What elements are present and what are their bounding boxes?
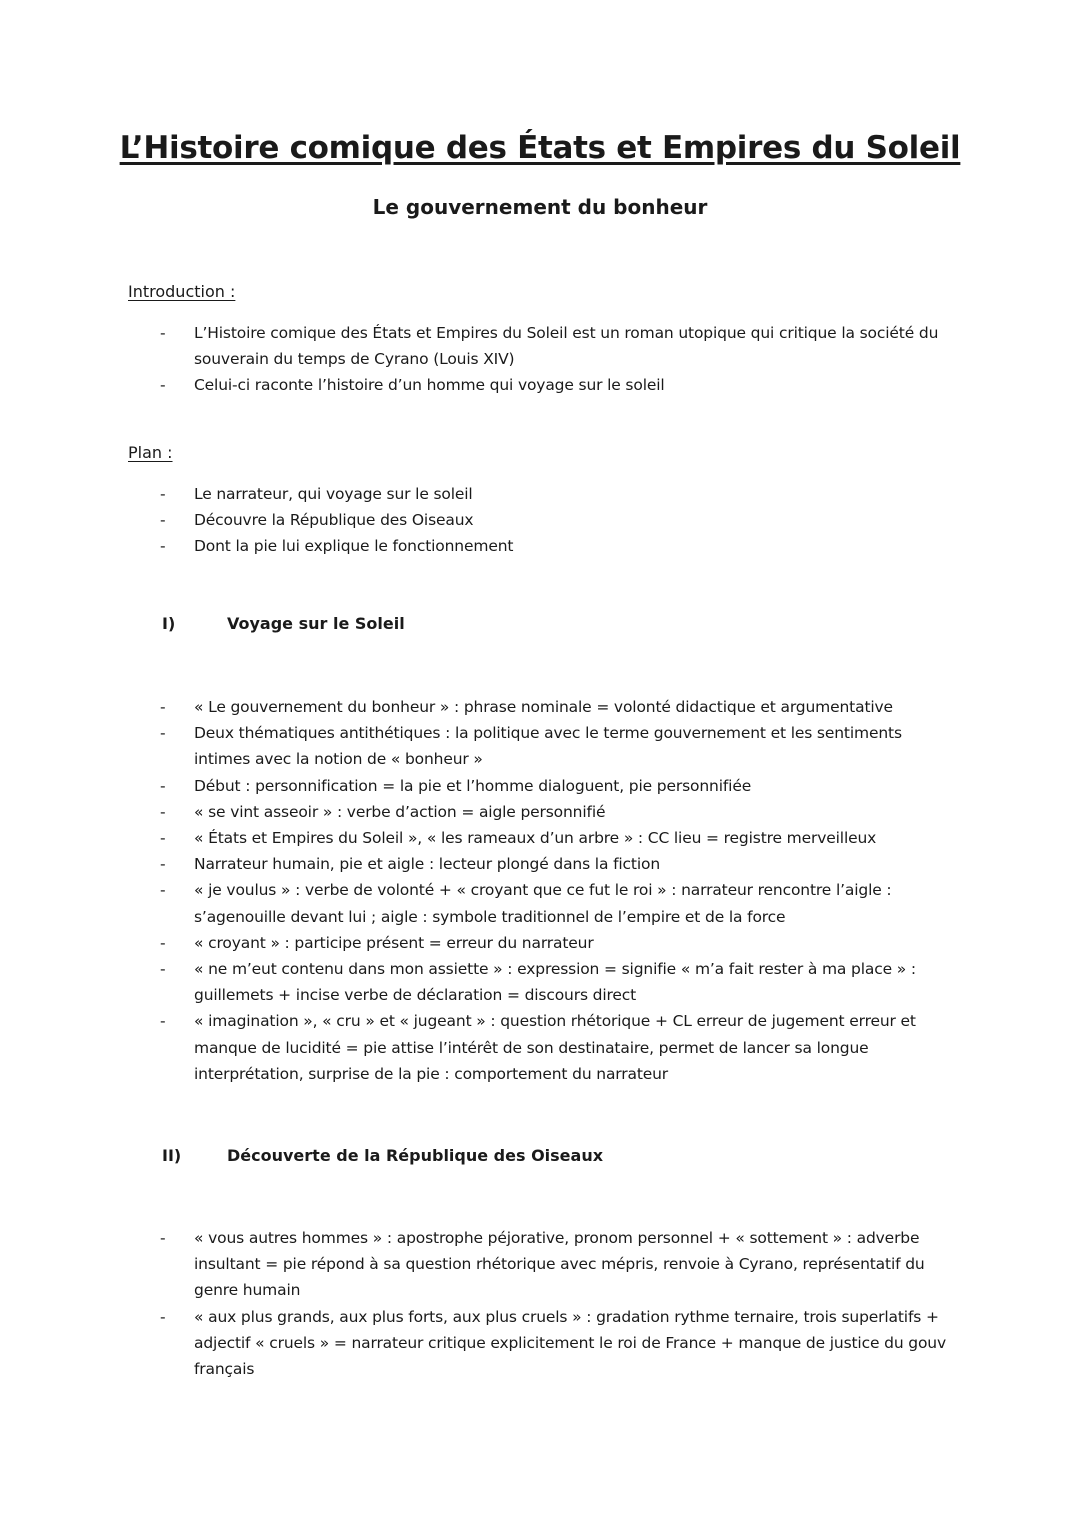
part1-number: I) (162, 614, 176, 633)
part1-title: Voyage sur le Soleil (227, 614, 405, 633)
part2-number: II) (162, 1146, 182, 1165)
part2-heading (128, 1146, 603, 1165)
part1-list (160, 694, 960, 1087)
intro-label: Introduction : (128, 282, 236, 301)
list-item: - « se vint asseoir » : verbe d’action = aigle personnifié (160, 799, 960, 825)
part2-title: Découverte de la République des Oiseaux (227, 1146, 604, 1165)
list-item: - « Le gouvernement du bonheur » : phrase nominale = volonté didactique et argumentative (160, 694, 960, 720)
list-item: - « croyant » : participe présent = erreur du narrateur (160, 930, 960, 956)
list-item: - « ne m’eut contenu dans mon assiette » : expression = signifie « m’a fait rester à ma place » : guillemets + incise verbe de déclaration = discours direct (160, 956, 960, 1008)
part2-list (160, 1225, 960, 1382)
list-item: - Celui-ci raconte l’histoire d’un homme qui voyage sur le soleil (160, 372, 960, 398)
part1-heading (128, 614, 405, 633)
list-item: - « États et Empires du Soleil », « les rameaux d’un arbre » : CC lieu = registre merveilleux (160, 825, 960, 851)
plan-label: Plan : (128, 443, 173, 462)
document-title: L’Histoire comique des États et Empires du Soleil (119, 130, 961, 166)
list-item: - Dont la pie lui explique le fonctionnement (160, 533, 960, 559)
list-item: - Deux thématiques antithétiques : la politique avec le terme gouvernement et les sentiments intimes avec la notion de « bonheur » (160, 720, 960, 772)
list-item: - Début : personnification = la pie et l’homme dialoguent, pie personnifiée (160, 773, 960, 799)
list-item: - « imagination », « cru » et « jugeant » : question rhétorique + CL erreur de jugement erreur et manque de lucidité = pie attise l’intérêt de son destinataire, permet de lancer sa longue interprétation, surprise de la pie : comportement du narrateur (160, 1008, 960, 1087)
list-item: - « aux plus grands, aux plus forts, aux plus cruels » : gradation rythme ternaire, trois superlatifs + adjectif « cruels » = narrateur critique explicitement le roi de France + manque de justice du gouv français (160, 1304, 960, 1383)
list-item: - Narrateur humain, pie et aigle : lecteur plongé dans la fiction (160, 851, 960, 877)
list-item: - « je voulus » : verbe de volonté + « croyant que ce fut le roi » : narrateur rencontre l’aigle : s’agenouille devant lui ; aigle : symbole traditionnel de l’empire et de la force (160, 877, 960, 929)
intro-list (160, 320, 960, 399)
list-item: - Découvre la République des Oiseaux (160, 507, 960, 533)
document-subtitle: Le gouvernement du bonheur (372, 195, 708, 219)
list-item: - L’Histoire comique des États et Empires du Soleil est un roman utopique qui critique la société du souverain du temps de Cyrano (Louis XIV) (160, 320, 960, 372)
list-item: - Le narrateur, qui voyage sur le soleil (160, 481, 960, 507)
list-item: - « vous autres hommes » : apostrophe péjorative, pronom personnel + « sottement » : adverbe insultant = pie répond à sa question rhétorique avec mépris, renvoie à Cyrano, représentatif du genre humain (160, 1225, 960, 1304)
plan-list (160, 481, 960, 560)
